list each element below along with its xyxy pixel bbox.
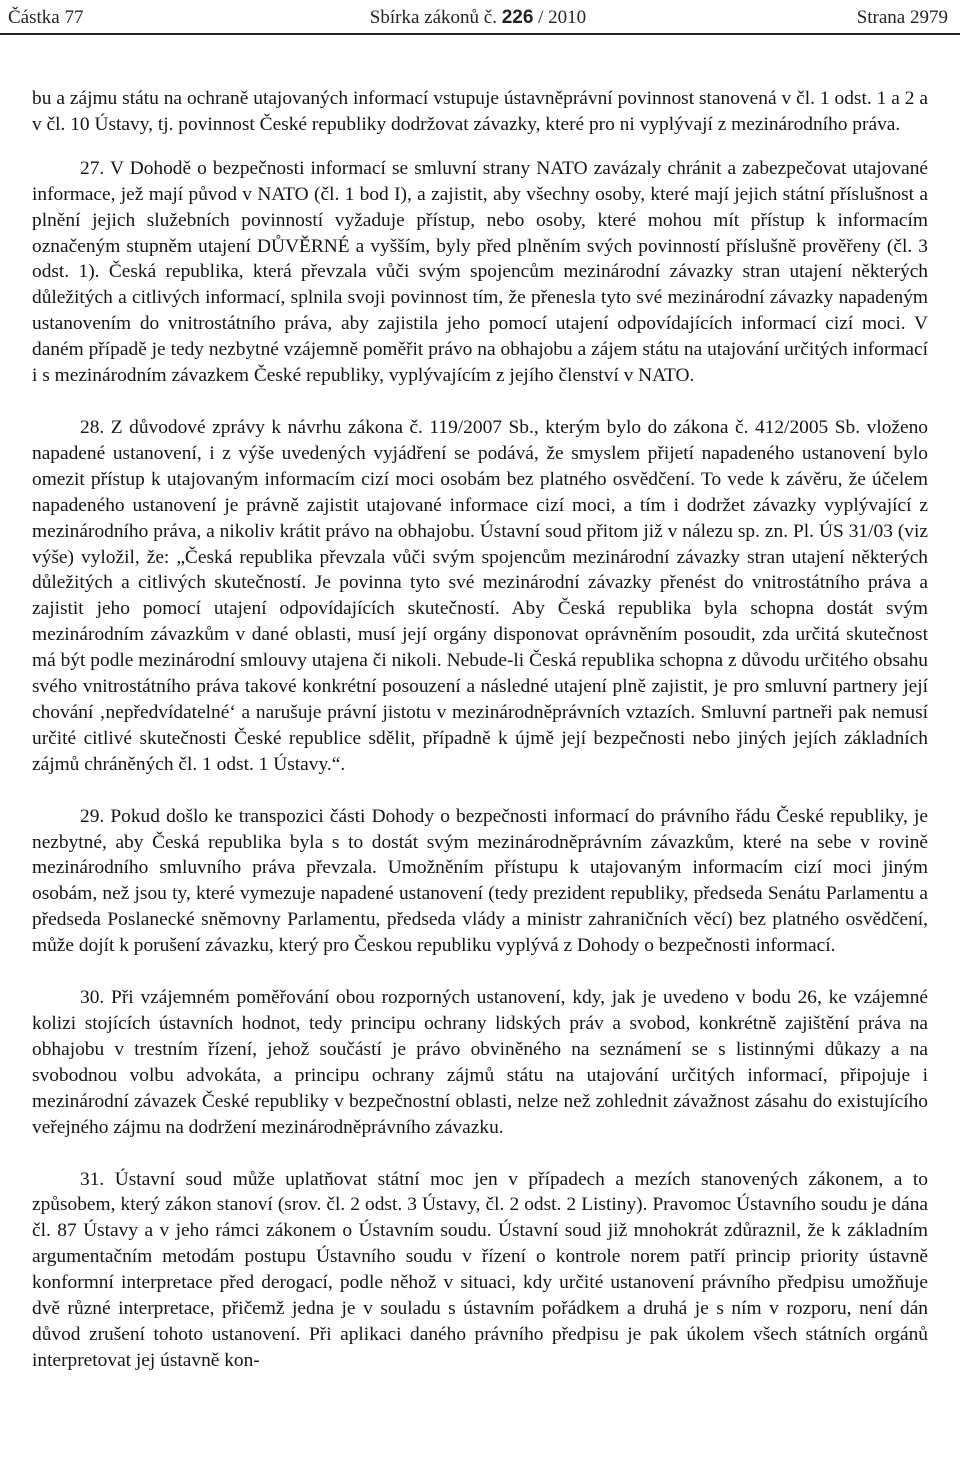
- issue-number: Částka 77: [8, 7, 84, 28]
- collection-reference: [8, 5, 948, 31]
- paragraph-27: 27. V Dohodě o bezpečnosti informací se smluvní strany NATO zavázaly chránit a zabezpečovat utajované informace, jež mají původ v NATO (čl. 1 bod I), a zajistit, aby všechny osoby, které mají jejich státní příslušnost a plnění jejich služebních povinností vyžaduje přístup, nebo osoby, které mohou mít přístup k informacím označeným stupněm utajení DŮVĚRNÉ a vyšším, byly před plněním svých povinností příslušně prověřeny (čl. 3 odst. 1). Česká republika, která převzala vůči svým spojencům mezinárodní závazky stran utajení některých důležitých a citlivých informací, splnila svoji povinnost tím, že přenesla tyto své mezinárodní závazky napadeným ustanovením do vnitrostátního práva, aby zajistila jeho pomocí utajení odpovídajících informací cizí moci. V daném případě je tedy nezbytné vzájemně poměřit právo na obhajobu a zájem státu na utajování určitých informací i s mezinárodním závazkem České republiky, vyplývajícím z jejího členství v NATO.: [32, 157, 928, 387]
- paragraph-30: 30. Při vzájemném poměřování obou rozporných ustanovení, kdy, jak je uvedeno v bodu 26, ke vzájemné kolizi stojících ústavních hodnot, tedy principu ochrany lidských práv a svobod, konkrétně zajištění práva na obhajobu v trestním řízení, jehož součástí je právo obviněného na seznámení se s listinnými důkazy a na svobodnou volbu advokáta, a principu ochrany zájmů státu na utajování určitých informací, připojuje i mezinárodní závazek České republiky v bezpečnostní oblasti, nelze než zohlednit závažnost zásahu do existujícího veřejného zájmu na dodržení mezinárodněprávního závazku.: [32, 987, 928, 1138]
- header-rule: [0, 33, 960, 35]
- paragraph-29: 29. Pokud došlo ke transpozici části Dohody o bezpečnosti informací do právního řádu České republiky, je nezbytné, aby Česká republika byla s to dostát svým mezinárodněprávním závazkům, které na sebe v rovině mezinárodního smluvního práva převzala. Umožněním přístupu k utajovaným informacím cizí moci jiným osobám, než jsou ty, které vymezuje napadené ustanovení (tedy prezident republiky, předseda Senátu Parlamentu a předseda Poslanecké sněmovny Parlamentu, předseda vlády a ministr zahraničních věcí) bez platného osvědčení, může dojít k porušení závazku, který pro Českou republiku vyplývá z Dohody o bezpečnosti informací.: [32, 805, 928, 957]
- collection-year: / 2010: [538, 7, 587, 28]
- page-header: [8, 5, 948, 31]
- page-number: Strana 2979: [856, 7, 948, 28]
- collection-prefix: Sbírka zákonů č.: [369, 7, 497, 28]
- collection-number: 226: [501, 7, 534, 28]
- continuation-paragraph: bu a zájmu státu na ochraně utajovaných informací vstupuje ústavněprávní povinnost stanovená v čl. 1 odst. 1 a 2 a v čl. 10 Ústavy, tj. povinnost České republiky dodržovat závazky, které pro ni vyplývají z mezinárodního práva.: [32, 88, 928, 135]
- paragraph-28: 28. Z důvodové zprávy k návrhu zákona č. 119/2007 Sb., kterým bylo do zákona č. 412/2005 Sb. vloženo napadené ustanovení, i z výše uvedených vyjádření se podává, že smyslem přijetí napadeného ustanovení bylo omezit přístup k utajovaným informacím cizí moci osobám bez platného osvědčení. To vede k závěru, že účelem napadeného ustanovení je právně zajistit utajované informace cizí moci, a tím i dodržet závazky vyplývající z mezinárodního práva, a nikoliv krátit právo na obhajobu. Ústavní soud přitom již v nálezu sp. zn. Pl. ÚS 31/03 (viz výše) vyložil, že: „Česká republika převzala vůči svým spojencům mezinárodní závazky stran utajení některých důležitých a citlivých skutečností. Je povinna tyto své mezinárodní závazky přenést do vnitrostátního práva a zajistit jeho pomocí utajení odpovídajících skutečností. Aby Česká republika byla schopna dostát svým mezinárodním závazkům v dané oblasti, musí její orgány disponovat oprávněním posoudit, zda určitá skutečnost má být podle mezinárodní smlouvy utajena či nikoli. Nebude-li Česká republika schopna z důvodu určitého obsahu svého vnitrostátního práva takové konkrétní posouzení a následné utajení plně zajistit, je pro smluvní partnery její chování ‚nepředvídatelné‘ a narušuje právní jistotu v mezinárodněprávních vztazích. Smluvní partneři pak nemusí určité citlivé skutečnosti České republice sdělit, případně k újmě její bezpečnosti nebo jiných jejích základních zájmů chráněných čl. 1 odst. 1 Ústavy.“.: [32, 416, 928, 775]
- paragraph-31: 31. Ústavní soud může uplatňovat státní moc jen v případech a mezích stanovených zákonem, a to způsobem, který zákon stanoví (srov. čl. 2 odst. 3 Ústavy, čl. 2 odst. 2 Listiny). Pravomoc Ústavního soudu je dána čl. 87 Ústavy a v jeho rámci zákonem o Ústavním soudu. Ústavní soud již mnohokrát zdůraznil, že k základním argumentačním metodám postupu Ústavního soudu v řízení o kontrole norem patří princip priority ústavně konformní interpretace před derogací, podle něhož v situaci, kdy určité ustanovení právního předpisu umožňuje dvě různé interpretace, přičemž jedna je v souladu s ústavním pořádkem a druhá je s ním v rozporu, není dán důvod zrušení tohoto ustanovení. Při aplikaci daného právního předpisu je pak úkolem všech státních orgánů interpretovat jej ústavně kon-: [32, 1168, 928, 1371]
- document-body: [32, 86, 928, 1374]
